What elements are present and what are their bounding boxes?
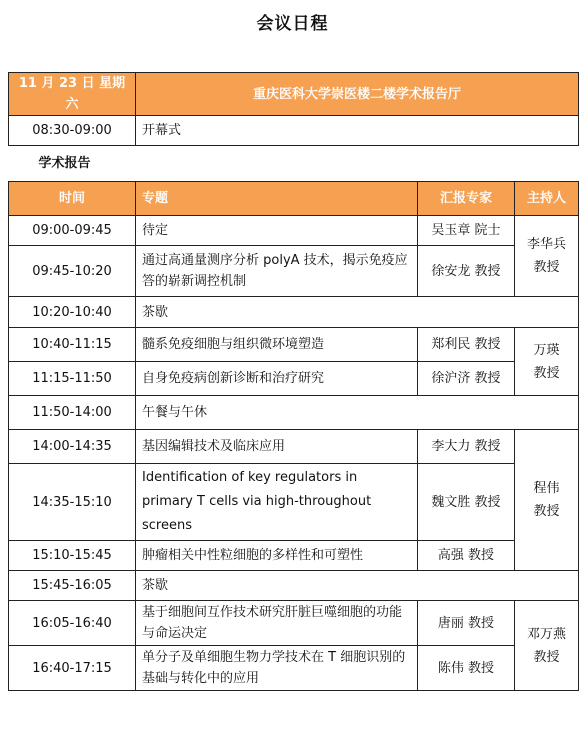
speaker-cell: 吴玉章 院士 [418, 216, 515, 246]
speaker-cell: 徐沪济 教授 [418, 362, 515, 396]
date-cell: 11 月 23 日 星期六 [9, 73, 136, 116]
break-row [9, 297, 579, 328]
speaker-cell: 徐安龙 教授 [418, 246, 515, 297]
break-row [9, 396, 579, 430]
speaker-cell: 高强 教授 [418, 541, 515, 571]
host-cell [515, 216, 579, 297]
host-name: 李华兵 [526, 237, 566, 252]
col-time: 时间 [9, 182, 136, 216]
table-row [9, 541, 579, 571]
topic-cell: 自身免疫病创新诊断和治疗研究 [136, 362, 418, 396]
topic-cell: 髓系免疫细胞与组织微环境塑造 [136, 328, 418, 362]
topic-cell: 茶歇 [136, 297, 579, 328]
speaker-cell: 魏文胜 教授 [418, 464, 515, 541]
table-row [9, 362, 579, 396]
speaker-cell: 唐丽 教授 [418, 601, 515, 646]
host-name: 万瑛 [533, 342, 560, 358]
page-title: 会议日程 [256, 14, 329, 34]
time-cell: 10:20-10:40 [9, 297, 136, 328]
time-cell: 10:40-11:15 [9, 328, 136, 362]
col-host: 主持人 [515, 182, 579, 216]
table-row [9, 246, 579, 297]
time-cell: 15:45-16:05 [9, 571, 136, 601]
break-row [9, 571, 579, 601]
table-row [9, 328, 579, 362]
time-cell: 16:05-16:40 [9, 601, 136, 646]
time-cell: 11:15-11:50 [9, 362, 136, 396]
host-title: 教授 [533, 504, 560, 519]
venue-cell: 重庆医科大学崇医楼二楼学术报告厅 [136, 73, 579, 116]
time-cell: 08:30-09:00 [9, 116, 136, 146]
time-cell: 16:40-17:15 [9, 646, 136, 691]
col-topic: 专题 [136, 182, 418, 216]
topic-cell: 待定 [136, 216, 418, 246]
table-row [9, 646, 579, 691]
section-title: 学术报告 [9, 146, 579, 182]
time-cell: 14:35-15:10 [9, 464, 136, 541]
time-cell: 14:00-14:35 [9, 430, 136, 464]
opening-row [9, 116, 579, 146]
topic-cell: 肿瘤相关中性粒细胞的多样性和可塑性 [136, 541, 418, 571]
table-row [9, 430, 579, 464]
host-name: 程伟 [533, 481, 560, 496]
topic-cell: 基于细胞间互作技术研究肝脏巨噬细胞的功能与命运决定 [136, 601, 418, 646]
header-row [9, 73, 579, 116]
column-header-row [9, 182, 579, 216]
col-speaker: 汇报专家 [418, 182, 515, 216]
host-cell [515, 601, 579, 691]
topic-cell: 通过高通量测序分析 polyA 技术，揭示免疫应答的崭新调控机制 [136, 246, 418, 297]
host-name: 邓万燕 [526, 626, 566, 642]
section-row [9, 146, 579, 182]
host-cell [515, 430, 579, 571]
topic-cell: 茶歇 [136, 571, 579, 601]
topic-cell: 开幕式 [136, 116, 579, 146]
time-cell: 09:45-10:20 [9, 246, 136, 297]
table-row [9, 464, 579, 541]
speaker-cell: 李大力 教授 [418, 430, 515, 464]
table-row [9, 601, 579, 646]
topic-cell: 基因编辑技术及临床应用 [136, 430, 418, 464]
speaker-cell: 陈伟 教授 [418, 646, 515, 691]
host-cell [515, 328, 579, 396]
speaker-cell: 郑利民 教授 [418, 328, 515, 362]
topic-cell: Identification of key regulators in primary T cells via high-throughout screens [136, 464, 418, 541]
host-title: 教授 [533, 260, 560, 275]
schedule-table [8, 72, 579, 691]
time-cell: 09:00-09:45 [9, 216, 136, 246]
host-title: 教授 [533, 649, 560, 665]
topic-cell: 单分子及单细胞生物力学技术在 T 细胞识别的基础与转化中的应用 [136, 646, 418, 691]
time-cell: 11:50-14:00 [9, 396, 136, 430]
host-title: 教授 [533, 365, 560, 381]
time-cell: 15:10-15:45 [9, 541, 136, 571]
topic-cell: 午餐与午休 [136, 396, 579, 430]
table-row [9, 216, 579, 246]
